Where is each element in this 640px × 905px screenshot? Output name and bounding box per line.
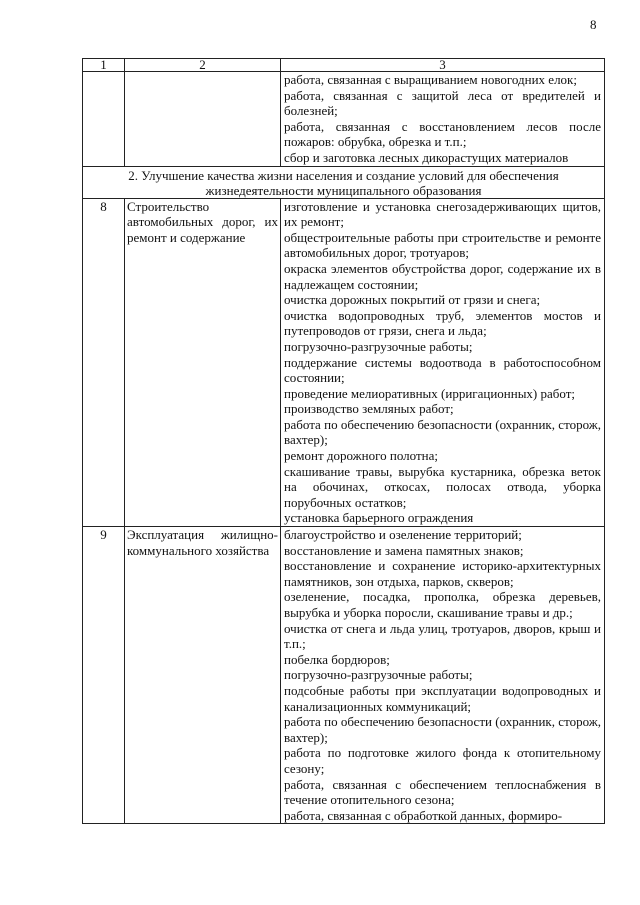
work-item: работа, связанная с защитой леса от вредителей и болезней; — [284, 87, 601, 119]
page-number: 8 — [590, 17, 597, 32]
work-item: производство земляных работ; — [284, 401, 454, 417]
work-item: проведение мелиоративных (ирригационных) работ; — [284, 385, 576, 401]
works-list — [281, 72, 605, 167]
work-item: изготовление и установка снегозадерживающих щитов, их ремонт; — [284, 198, 601, 230]
work-item: работа, связанная с обработкой данных, формиро- — [284, 807, 563, 823]
work-item: работа, связанная с восстановлением лесов после пожаров: обрубка, обрезка и т.п.; — [284, 118, 601, 150]
work-area-name: Эксплуатация жилищно-коммунального хозяйства — [125, 527, 281, 824]
work-item: окраска элементов обустройства дорог, содержание их в надлежащем состоянии; — [284, 260, 601, 292]
work-item: восстановление и сохранение историко-архитектурных памятников, зон отдыха, парков, скверов; — [284, 558, 601, 589]
works-list — [281, 198, 605, 526]
row-number: 8 — [83, 198, 125, 526]
header-col-1: 1 — [83, 59, 125, 72]
work-item: скашивание травы, вырубка кустарника, обрезка веток на обочинах, откосах, полосах отвода, уборка порубочных остатков; — [284, 463, 601, 510]
work-area-name: Строительство автомобильных дорог, их ремонт и содержание — [125, 198, 281, 526]
work-item: побелка бордюров; — [284, 651, 390, 667]
work-area-name — [125, 72, 281, 167]
work-item: работа по обеспечению безопасности (охранник, сторож, вахтер); — [284, 416, 601, 448]
table-row — [83, 527, 605, 824]
work-item: общестроительные работы при строительстве и ремонте автомобильных дорог, тротуаров; — [284, 229, 601, 261]
row-number — [83, 72, 125, 167]
work-item: восстановление и замена памятных знаков; — [284, 542, 524, 558]
work-item: благоустройство и озеленение территорий; — [284, 527, 522, 543]
table-header-row — [83, 59, 605, 72]
header-col-3: 3 — [281, 59, 605, 72]
work-item: работа, связанная с обеспечением теплоснабжения в течение отопительного сезона; — [284, 776, 601, 808]
work-item: погрузочно-разгрузочные работы; — [284, 667, 473, 683]
work-item: очистка от снега и льда улиц, тротуаров, дворов, крыш и т.п.; — [284, 620, 601, 652]
work-item: работа, связанная с выращиванием новогодних елок; — [284, 72, 577, 87]
work-item: установка барьерного ограждения — [284, 510, 474, 526]
row-number: 9 — [83, 527, 125, 824]
works-list — [281, 527, 605, 824]
work-item: очистка дорожных покрытий от грязи и снега; — [284, 292, 541, 308]
public-works-table — [82, 58, 605, 824]
work-item: работа по подготовке жилого фонда к отопительному сезону; — [284, 745, 601, 776]
work-item: поддержание системы водоотвода в работоспособном состоянии; — [284, 354, 601, 386]
section-title: 2. Улучшение качества жизни населения и создание условий для обеспечения жизнедеятельности муниципального образования — [83, 166, 605, 198]
work-item: сбор и заготовка лесных дикорастущих материалов — [284, 149, 569, 165]
table-row — [83, 198, 605, 526]
work-item: подсобные работы при эксплуатации водопроводных и канализационных коммуникаций; — [284, 682, 601, 714]
work-item: ремонт дорожного полотна; — [284, 448, 438, 464]
work-item: погрузочно-разгрузочные работы; — [284, 338, 473, 354]
table-row — [83, 72, 605, 167]
section-row — [83, 166, 605, 198]
work-item: очистка водопроводных труб, элементов мостов и путепроводов от грязи, снега и льда; — [284, 307, 601, 339]
work-item: озеленение, посадка, прополка, обрезка деревьев, вырубка и уборка поросли, скашивание травы и др.; — [284, 589, 601, 620]
header-col-2: 2 — [125, 59, 281, 72]
work-item: работа по обеспечению безопасности (охранник, сторож, вахтер); — [284, 714, 601, 745]
